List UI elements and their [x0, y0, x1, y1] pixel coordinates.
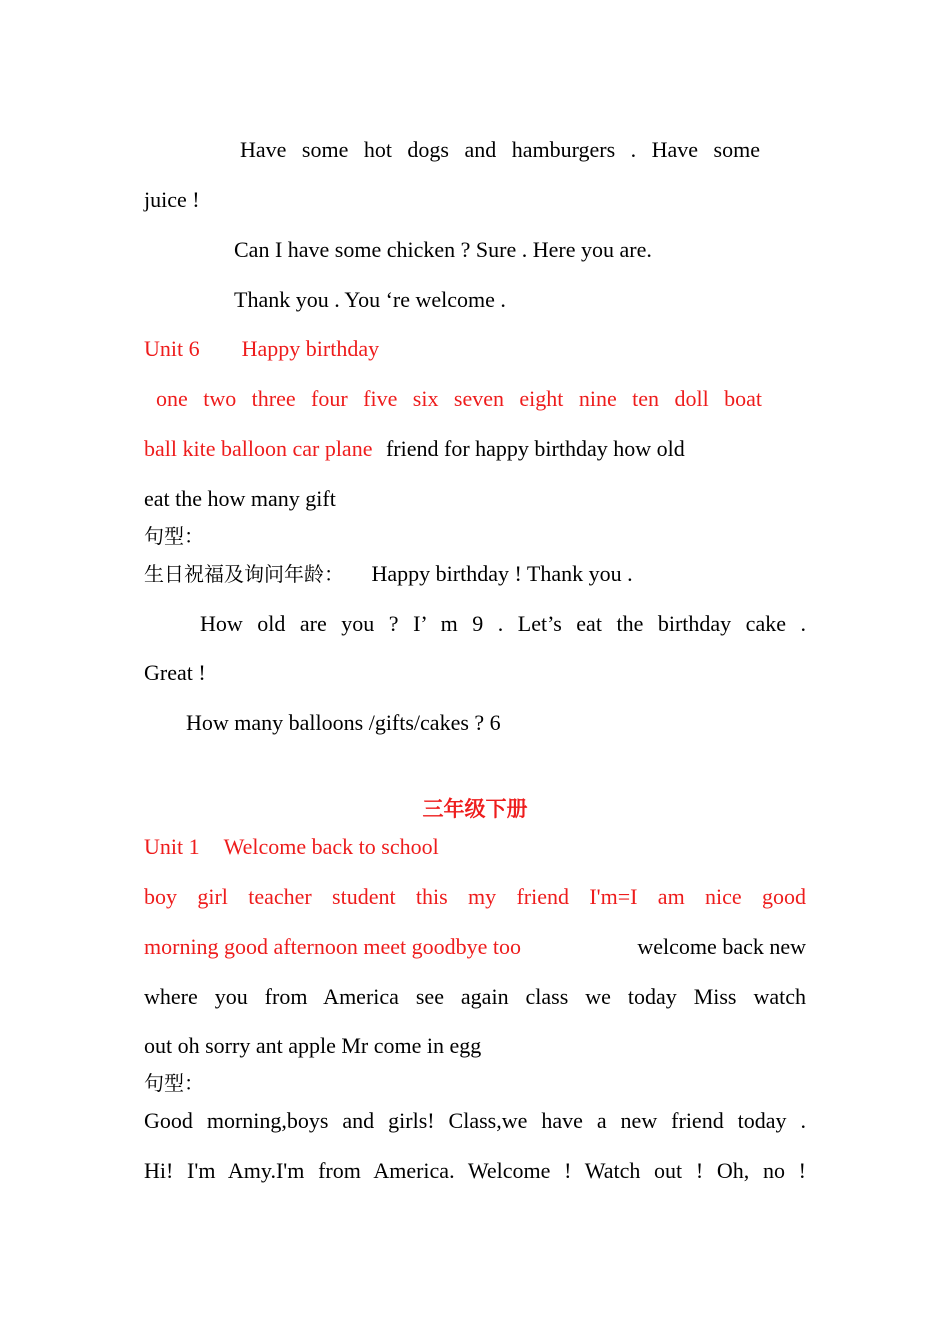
vocab-words: welcome back new: [637, 934, 806, 959]
unit-heading: [144, 335, 806, 363]
vocab-words-highlighted: morning good afternoon meet goodbye too: [144, 934, 521, 959]
vocab-words: boy girl teacher student this my friend I'm=I am nice good: [144, 884, 806, 909]
unit-title: Happy birthday: [241, 336, 380, 361]
text-line-content: Happy birthday ! Thank you .: [371, 561, 633, 586]
vocab-line: out oh sorry ant apple Mr come in egg: [144, 1033, 482, 1058]
vocab-line: [144, 883, 806, 911]
text-line: [144, 1107, 806, 1135]
vocab-words: one two three four five six seven eight nine ten doll boat: [156, 386, 762, 411]
text-line: Great !: [144, 660, 206, 685]
vocab-words: friend for happy birthday how old: [385, 436, 685, 461]
vocab-line: [144, 435, 778, 463]
text-line: juice !: [144, 187, 200, 212]
unit-heading: [144, 833, 806, 861]
text-line-label: 生日祝福及询问年龄：: [144, 562, 344, 586]
vocab-line: [156, 385, 762, 413]
text-line: [144, 1157, 806, 1185]
text-line: Thank you . You ‘re welcome .: [234, 287, 506, 312]
text-line-content: Have some hot dogs and hamburgers . Have some: [240, 137, 760, 162]
section-title: 三年级下册: [422, 797, 528, 821]
sentence-pattern-label: 句型：: [144, 524, 204, 548]
vocab-line: [144, 983, 806, 1011]
text-line: [200, 610, 806, 638]
vocab-words: where you from America see again class we today Miss watch: [144, 984, 806, 1009]
text-line: Can I have some chicken ? Sure . Here you are.: [234, 237, 652, 262]
text-line: How many balloons /gifts/cakes ? 6: [186, 710, 501, 735]
vocab-line: [144, 933, 806, 961]
vocab-words-highlighted: ball kite balloon car plane: [144, 436, 373, 461]
unit-number: Unit 1: [144, 834, 200, 859]
unit-number: Unit 6: [144, 336, 200, 361]
unit-title: Welcome back to school: [223, 834, 439, 859]
vocab-line: eat the how many gift: [144, 486, 336, 511]
text-line: [144, 560, 806, 588]
text-line: [240, 136, 760, 164]
text-line-content: Good morning,boys and girls! Class,we have a new friend today .: [144, 1108, 806, 1133]
sentence-pattern-label: 句型：: [144, 1071, 204, 1095]
text-line-content: Hi! I'm Amy.I'm from America. Welcome ! Watch out ! Oh, no !: [144, 1158, 806, 1183]
text-line-content: How old are you ? I’ m 9 . Let’s eat the birthday cake .: [200, 611, 806, 636]
